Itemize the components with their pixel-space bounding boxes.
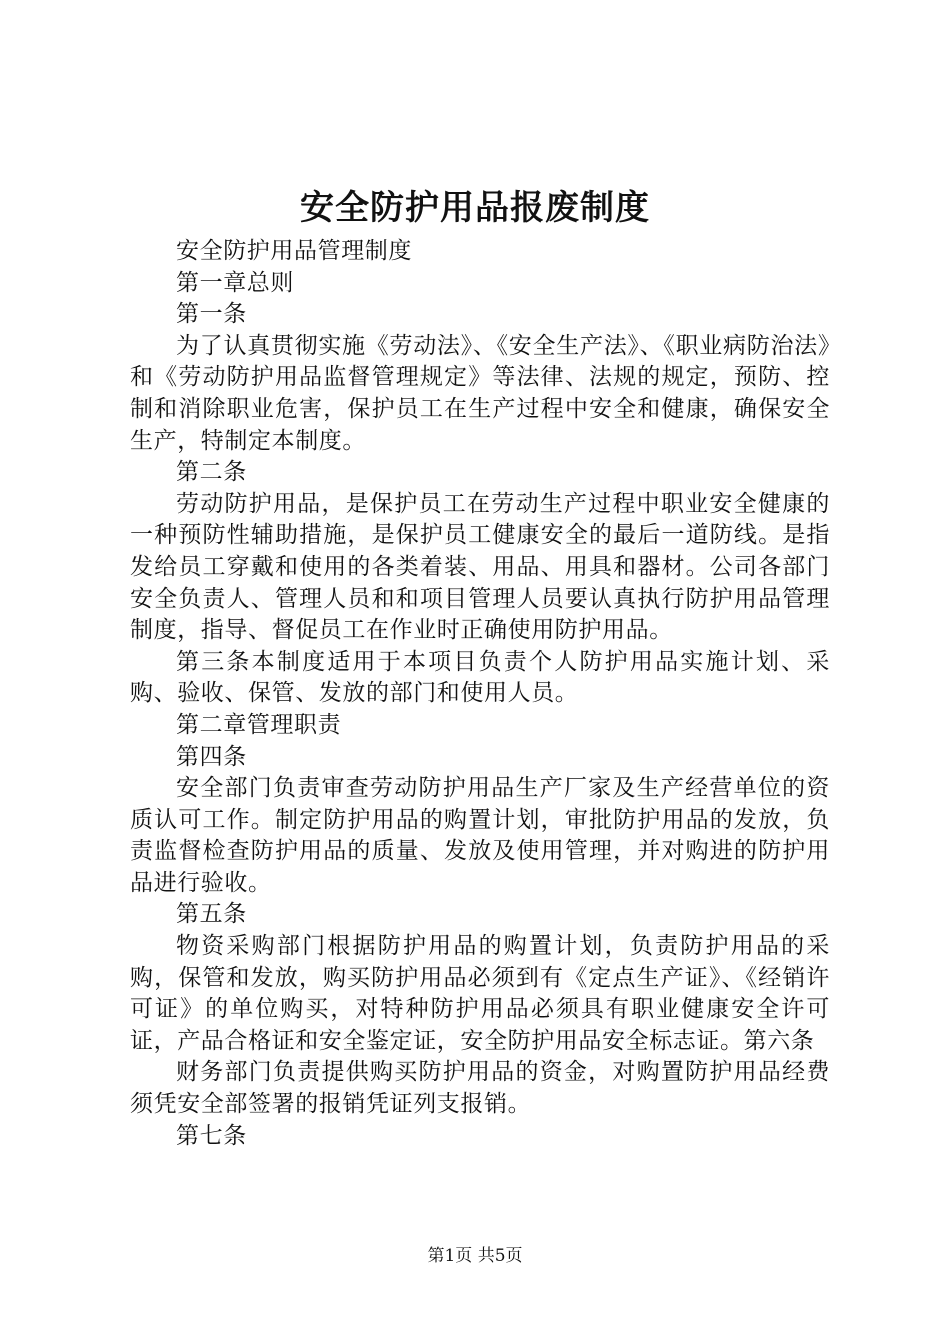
paragraph: 第五条 — [176, 901, 247, 928]
paragraph: 安全部门负责审查劳动防护用品生产厂家及生产经营单位的资质认可工作。制定防护用品的购置计划，审批防护用品的发放，负责监督检查防护用品的质量、发放及使用管理，并对购进的防护用品进行验收。 — [130, 775, 830, 896]
paragraph: 第三条本制度适用于本项目负责个人防护用品实施计划、采购、验收、保管、发放的部门和使用人员。 — [130, 648, 830, 707]
paragraph: 第七条 — [176, 1122, 247, 1149]
paragraph: 劳动防护用品，是保护员工在劳动生产过程中职业安全健康的一种预防性辅助措施，是保护员工健康安全的最后一道防线。是指发给员工穿戴和使用的各类着装、用品、用具和器材。公司各部门安全负责人、管理人员和和项目管理人员要认真执行防护用品管理制度，指导、督促员工在作业时正确使用防护用品。 — [130, 490, 830, 644]
paragraph: 物资采购部门根据防护用品的购置计划，负责防护用品的采购，保管和发放，购买防护用品必须到有《定点生产证》、《经销许可证》的单位购买，对特种防护用品必须具有职业健康安全许可证，产品合格证和安全鉴定证，安全防护用品安全标志证。第六条 — [130, 933, 830, 1054]
paragraph: 第二章管理职责 — [176, 711, 342, 738]
page-number-footer: 第1页 共5页 — [427, 1246, 523, 1266]
paragraph: 安全防护用品管理制度 — [176, 238, 412, 264]
paragraph: 财务部门负责提供购买防护用品的资金，对购置防护用品经费须凭安全部签署的报销凭证列支报销。 — [130, 1059, 830, 1118]
document-title: 安全防护用品报废制度 — [300, 188, 650, 228]
paragraph: 为了认真贯彻实施《劳动法》、《安全生产法》、《职业病防治法》和《劳动防护用品监督管理规定》等法律、法规的规定，预防、控制和消除职业危害，保护员工在生产过程中安全和健康，确保安全生产，特制定本制度。 — [130, 332, 830, 454]
paragraph: 第一条 — [176, 301, 247, 328]
document-body — [130, 236, 830, 1152]
paragraph: 第一章总则 — [176, 269, 294, 296]
paragraph: 第二条 — [176, 459, 247, 486]
paragraph: 第四条 — [176, 743, 247, 770]
